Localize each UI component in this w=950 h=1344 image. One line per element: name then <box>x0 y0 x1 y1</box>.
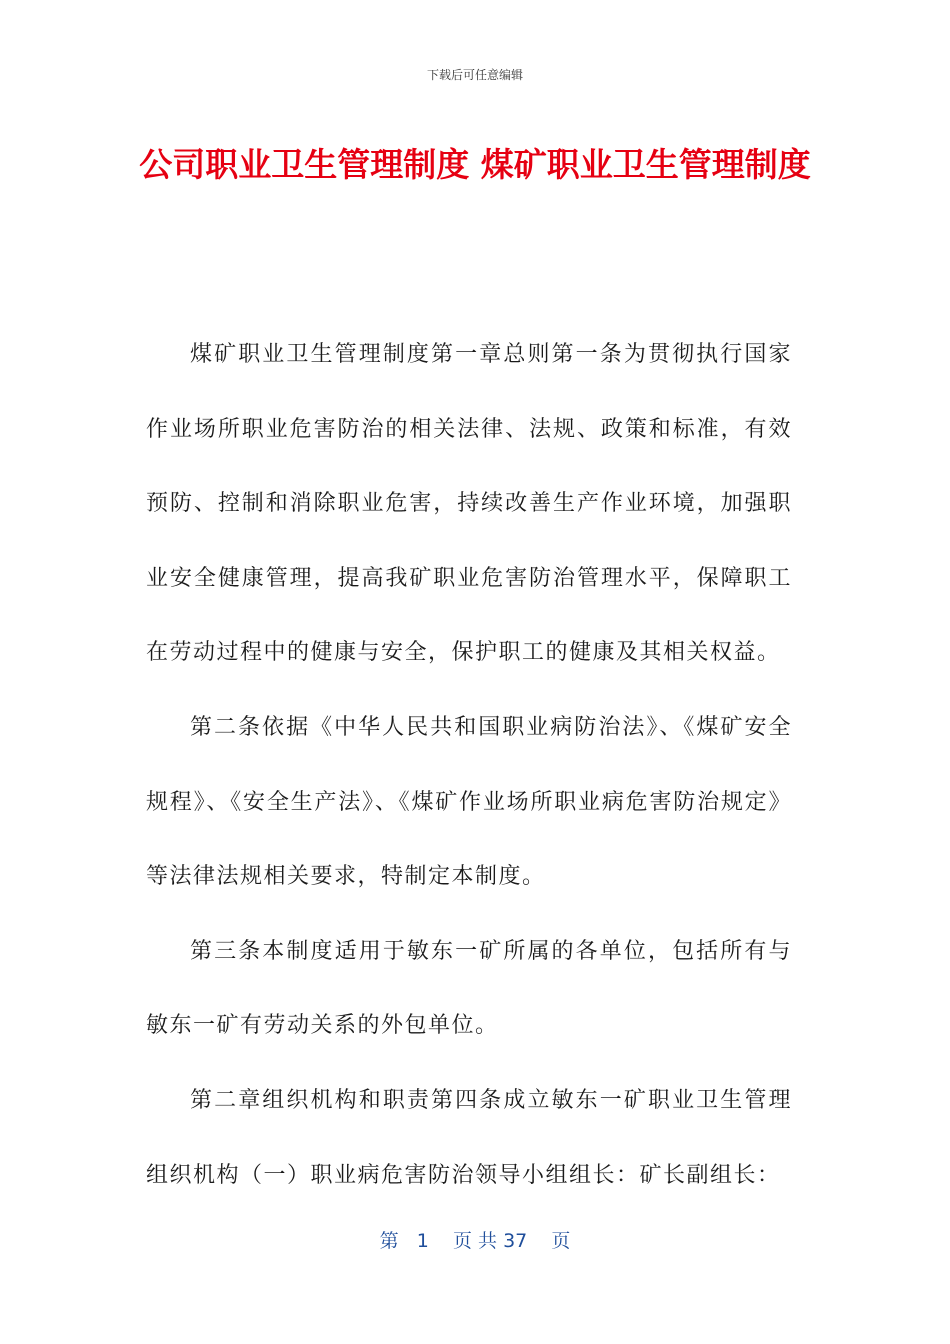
total-pages: 37 <box>503 1230 528 1252</box>
paragraph-3: 第三条本制度适用于敏东一矿所属的各单位，包括所有与敏东一矿有劳动关系的外包单位。 <box>146 938 792 1039</box>
document-title: 公司职业卫生管理制度 煤矿职业卫生管理制度 <box>139 145 811 184</box>
footer-prefix: 第 <box>379 1230 399 1252</box>
header-note: 下载后可任意编辑 <box>426 68 523 82</box>
page-footer <box>0 1226 950 1253</box>
page-number: 1 <box>416 1230 429 1252</box>
footer-middle: 页 共 <box>452 1230 498 1252</box>
paragraph-1: 煤矿职业卫生管理制度第一章总则第一条为贯彻执行国家作业场所职业危害防治的相关法律、法规、政策和标准，有效预防、控制和消除职业危害，持续改善生产作业环境，加强职业安全健康管理，提高我矿职业危害防治管理水平，保障职工在劳动过程中的健康与安全，保护职工的健康及其相关权益。 <box>146 342 792 666</box>
footer-suffix: 页 <box>551 1230 571 1252</box>
paragraph-4: 第二章组织机构和职责第四条成立敏东一矿职业卫生管理组织机构（一）职业病危害防治领导小组组长：矿长副组长： <box>146 1087 792 1188</box>
document-body <box>146 318 792 1213</box>
paragraph-2: 第二条依据《中华人民共和国职业病防治法》、《煤矿安全规程》、《安全生产法》、《煤矿作业场所职业病危害防治规定》等法律法规相关要求，特制定本制度。 <box>146 714 792 890</box>
